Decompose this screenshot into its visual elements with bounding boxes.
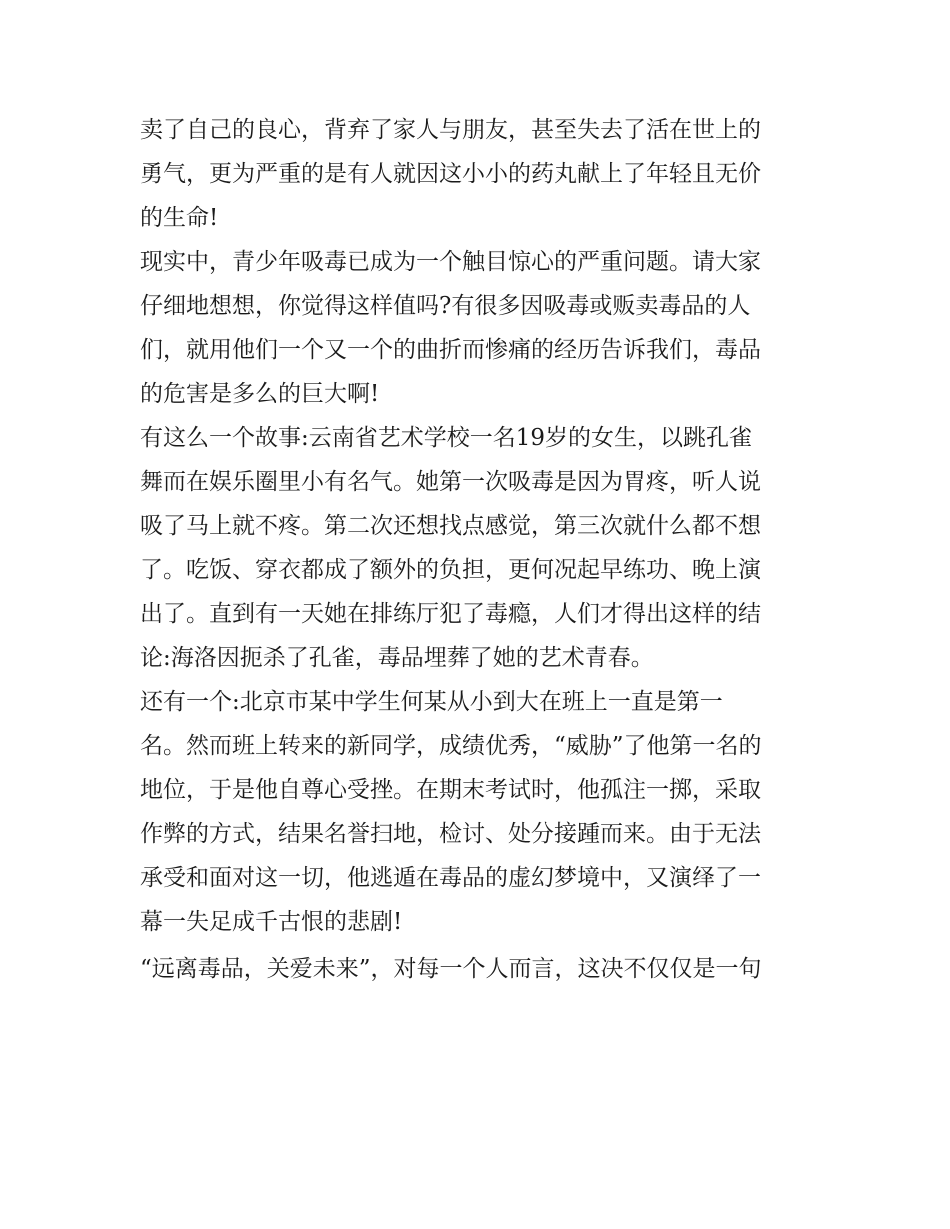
text-line: 名。然而班上转来的新同学，成绩优秀，“威胁”了他第一名的 — [140, 733, 762, 759]
text-line: 还有一个:北京市某中学生何某从小到大在班上一直是第一 — [140, 689, 723, 715]
text-line: 作弊的方式，结果名誉扫地，检讨、处分接踵而来。由于无法 — [140, 821, 761, 847]
text-line: 承受和面对这一切，他逃遁在毒品的虚幻梦境中，又演绎了一 — [140, 865, 761, 891]
text-line: “远离毒品，关爱未来”，对每一个人而言，这决不仅仅是一句 — [140, 956, 762, 982]
text-line: 有这么一个故事:云南省艺术学校一名19岁的女生，以跳孔雀 — [140, 425, 753, 451]
text-line: 论:海洛因扼杀了孔雀，毒品埋葬了她的艺术青春。 — [140, 645, 654, 671]
document-body — [140, 108, 820, 991]
text-line: 现实中，青少年吸毒已成为一个触目惊心的严重问题。请大家 — [140, 249, 761, 275]
text-line: 的危害是多么的巨大啊! — [140, 381, 380, 407]
text-line: 卖了自己的良心，背弃了家人与朋友，甚至失去了活在世上的 — [140, 117, 761, 143]
text-line: 仔细地想想，你觉得这样值吗?有很多因吸毒或贩卖毒品的人 — [140, 293, 751, 319]
text-line: 们，就用他们一个又一个的曲折而惨痛的经历告诉我们，毒品 — [140, 337, 761, 363]
text-line: 幕一失足成千古恨的悲剧! — [140, 909, 403, 935]
text-line: 地位，于是他自尊心受挫。在期末考试时，他孤注一掷，采取 — [140, 777, 761, 803]
text-line: 出了。直到有一天她在排练厅犯了毒瘾，人们才得出这样的结 — [140, 601, 761, 627]
text-line: 勇气，更为严重的是有人就因这小小的药丸献上了年轻且无价 — [140, 161, 761, 187]
text-line: 吸了马上就不疼。第二次还想找点感觉，第三次就什么都不想 — [140, 513, 761, 539]
text-line: 舞而在娱乐圈里小有名气。她第一次吸毒是因为胃疼，听人说 — [140, 469, 761, 495]
text-line: 的生命! — [140, 205, 219, 231]
text-line: 了。吃饭、穿衣都成了额外的负担，更何况起早练功、晚上演 — [140, 557, 761, 583]
